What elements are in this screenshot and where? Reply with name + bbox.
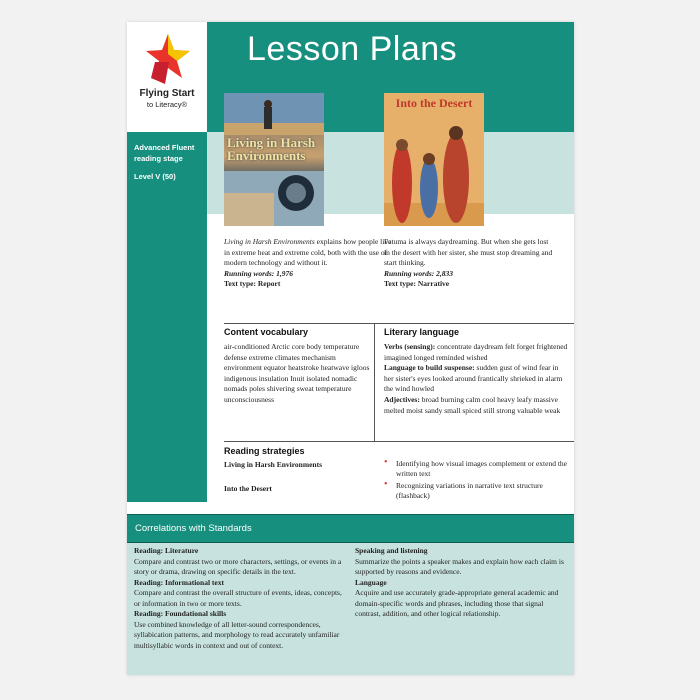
- book1-running-words: Running words: 1,976: [224, 268, 293, 278]
- correlations-section: [127, 514, 574, 675]
- cover-title: Into the Desert: [395, 96, 473, 110]
- standard-text: Summarize the points a speaker makes and explain how each claim is supported by reasons and evidence.: [355, 556, 564, 576]
- cover-illustration: [384, 93, 484, 234]
- strategy-book2: Into the Desert: [224, 484, 272, 493]
- cover-title: Living in Harsh Environments: [227, 135, 316, 163]
- book1-text-type: Text type: Report: [224, 279, 281, 288]
- column-divider: [374, 323, 375, 441]
- cover-footer: [224, 226, 324, 234]
- cover-footer: [384, 226, 484, 234]
- reading-strategies-heading: Reading strategies: [224, 446, 305, 456]
- lit-group-text: broad burning calm cool heavy leafy massive melted moist sandy small spiced still strong valuable weak: [384, 394, 561, 415]
- lesson-plan-page: [127, 22, 574, 675]
- correlations-header: [127, 514, 574, 543]
- standard-text: Compare and contrast two or more characters, settings, or events in a story or drama, drawing on specific details in the text.: [134, 556, 342, 576]
- reading-level: Level V (50): [134, 172, 176, 181]
- content-vocabulary-list: air-conditioned Arctic core body temperature defense extreme climates mechanism environment equator heatstroke heatwave igloos indigenous insulation Inuit isolated nomadic nomads poles shivering sweat temperature unconsciousness: [224, 342, 370, 404]
- correlations-right: [355, 546, 565, 620]
- sidebar: [127, 132, 207, 502]
- standard-label: Language: [355, 577, 387, 587]
- book1-description: [224, 237, 396, 290]
- cover-illustration: [224, 93, 324, 234]
- standard-label: Reading: Foundational skills: [134, 609, 227, 618]
- standard-label: Reading: Literature: [134, 546, 199, 555]
- brand-name: Flying Start: [139, 88, 195, 99]
- page-title: Lesson Plans: [247, 30, 458, 68]
- standard-text: Compare and contrast the overall structure of events, ideas, concepts, or information in two or more texts.: [134, 588, 342, 608]
- correlations-heading: Correlations with Standards: [135, 523, 252, 534]
- book1-summary: explains how people live in extreme heat and extreme cold, both with the use of modern technology and without it.: [224, 237, 392, 267]
- book-cover-living-in-harsh-environments: [224, 93, 324, 234]
- divider: [224, 323, 574, 324]
- literary-language-heading: Literary language: [384, 327, 460, 337]
- divider: [224, 441, 574, 442]
- literary-language-list: [384, 342, 569, 416]
- lit-group-text: sudden gust of wind fear in her sister's eyes looked around frantically shrieked in alarm the wind howled: [384, 363, 563, 394]
- content-vocabulary-heading: Content vocabulary: [224, 327, 309, 337]
- strategy-bullets: [384, 459, 569, 503]
- lit-group-label: Adjectives:: [384, 394, 420, 404]
- strategy-bullet: • Recognizing variations in narrative text structure (flashback): [384, 481, 569, 502]
- correlations-left: [134, 546, 349, 651]
- book2-summary: Fatuma is always daydreaming. But when she gets lost in the desert with her sister, she must stop dreaming and start thinking.: [384, 237, 553, 267]
- standard-label: Reading: Informational text: [134, 577, 224, 587]
- strategy-bullet: • Identifying how visual images complement or extend the written text: [384, 459, 569, 480]
- standard-text: Use combined knowledge of all letter-sound correspondences, syllabication patterns, and morphology to read accurately unfamiliar multisyllabic words in context and out of context.: [134, 619, 340, 650]
- lit-group-label: Language to build suspense:: [384, 363, 475, 373]
- book-cover-into-the-desert: [384, 93, 484, 234]
- book2-text-type: Text type: Narrative: [384, 279, 450, 288]
- book2-description: [384, 237, 556, 290]
- lit-group-text: concentrate daydream felt forget frightened imagined longed reminded wished: [384, 342, 568, 362]
- reading-stage: Advanced Fluent reading stage: [134, 143, 195, 163]
- book2-running-words: Running words: 2,833: [384, 268, 453, 278]
- brand-tagline: to Literacy®: [146, 100, 188, 109]
- star-logo-icon: [145, 32, 191, 86]
- lit-group-label: Verbs (sensing):: [384, 342, 436, 351]
- standard-label: Speaking and listening: [355, 546, 428, 555]
- strategy-book1: Living in Harsh Environments: [224, 460, 323, 469]
- book1-title: Living in Harsh Environments: [224, 237, 315, 246]
- standard-text: Acquire and use accurately grade-appropriate general academic and domain-specific words and phrases, including those that signal contrast, addition, and other logical relationship.: [355, 588, 559, 618]
